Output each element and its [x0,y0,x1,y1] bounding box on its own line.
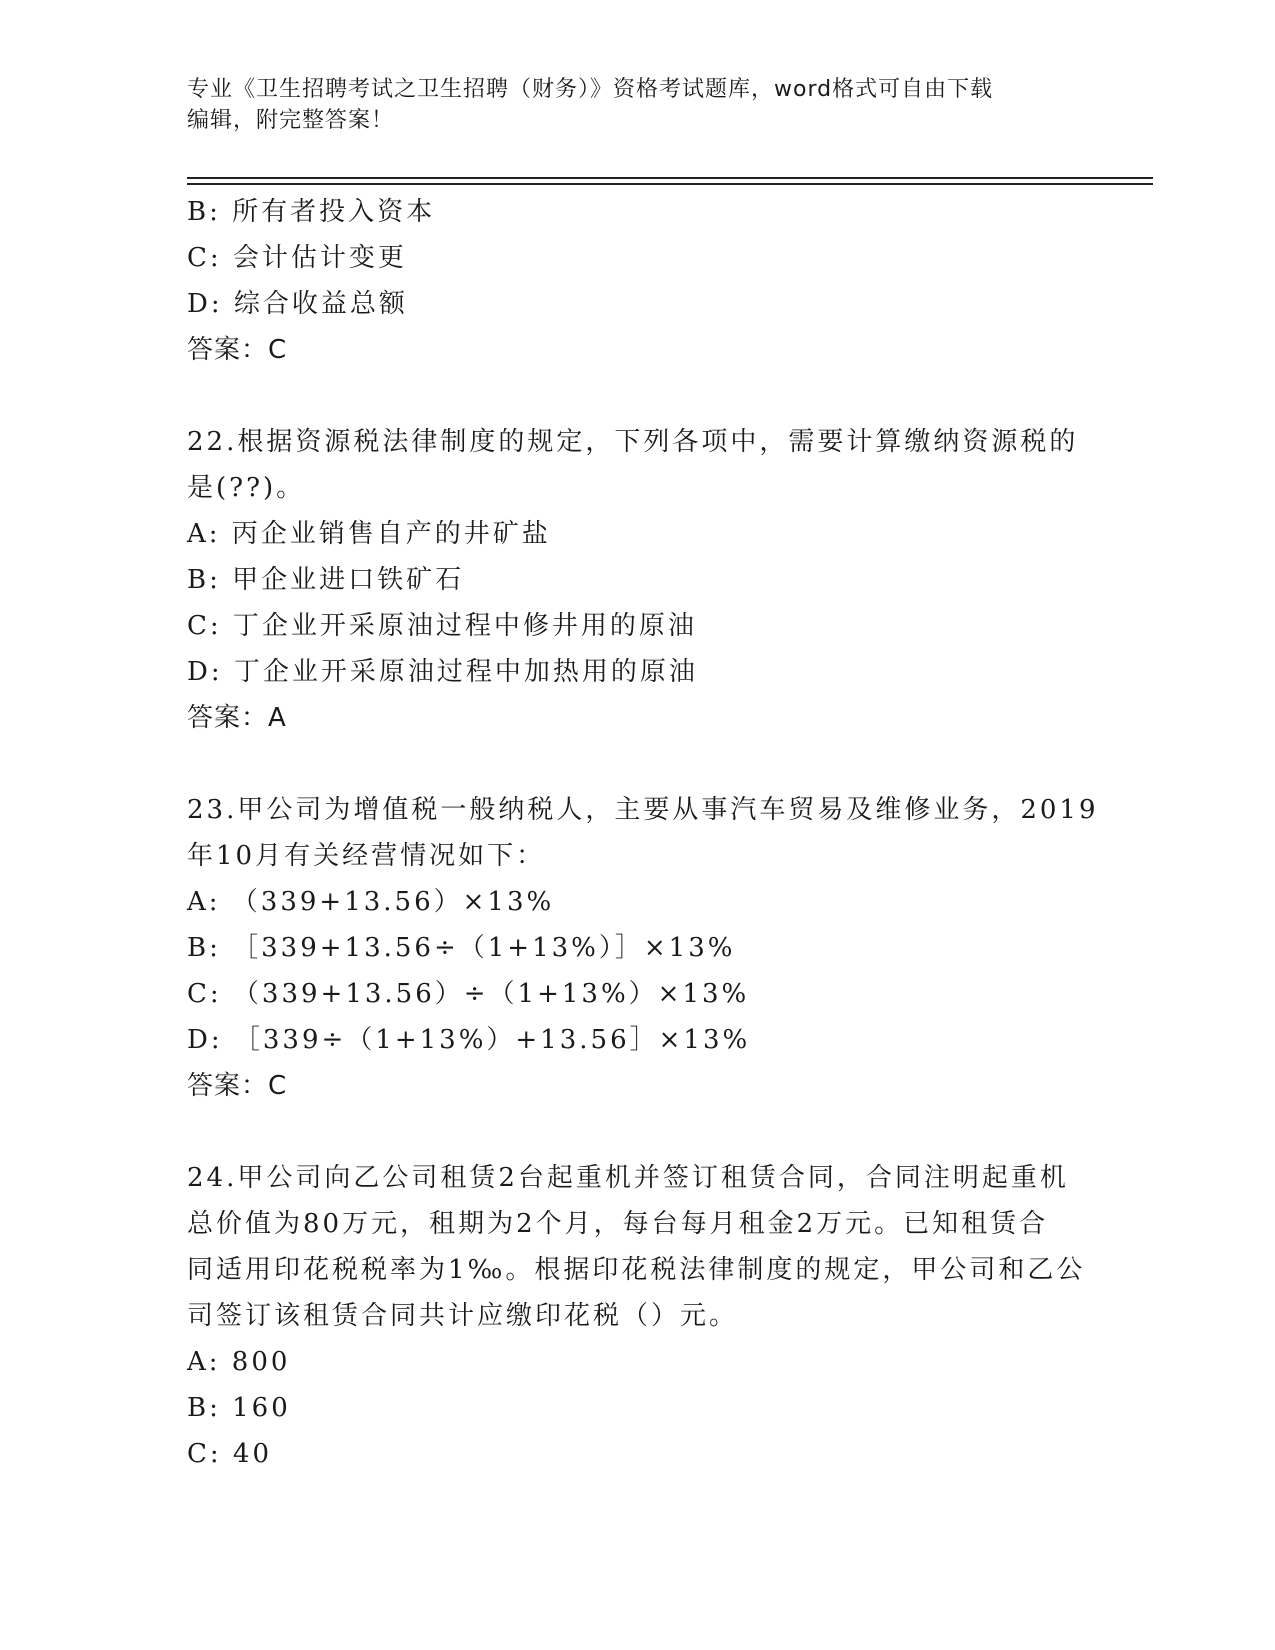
question-stem-line: 是(??)。 [187,473,306,503]
question-24 [187,1155,1087,1477]
question-stem-line: 年10月有关经营情况如下： [187,841,546,871]
spacer [187,1109,1087,1155]
question-stem-line: 总价值为80万元，租期为2个月，每台每月租金2万元。已知租赁合 [187,1209,1049,1239]
question-stem-line: 24.甲公司向乙公司租赁2台起重机并签订租赁合同，合同注明起重机 [187,1163,1069,1193]
option-a: A: 800 [187,1347,291,1377]
header-rule-top [187,177,1153,179]
option-b: B: 160 [187,1393,291,1423]
answer-line: 答案：C [187,335,288,365]
option-c: C: 丁企业开采原油过程中修井用的原油 [187,611,697,641]
question-list [187,189,1099,1477]
question-stem-line: 同适用印花税税率为1‰。根据印花税法律制度的规定，甲公司和乙公 [187,1255,1086,1285]
question-stem-line: 22.根据资源税法律制度的规定，下列各项中，需要计算缴纳资源税的 [187,427,1079,457]
question-stem-line: 司签订该租赁合同共计应缴印花税（）元。 [187,1301,739,1331]
spacer [187,741,1087,787]
header-line-1: 专业《卫生招聘考试之卫生招聘（财务）》资格考试题库，word格式可自由下载 [187,77,994,102]
option-c: C: 会计估计变更 [187,243,407,273]
question-22 [187,419,1087,741]
question-stem-line: 23.甲公司为增值税一般纳税人，主要从事汽车贸易及维修业务，2019 [187,795,1099,825]
option-b: B: ［339+13.56÷（1+13%）］×13% [187,933,736,963]
option-c: C: （339+13.56）÷（1+13%）×13% [187,979,750,1009]
document-header [187,74,1087,136]
answer-line: 答案：A [187,703,287,733]
option-d: D: 丁企业开采原油过程中加热用的原油 [187,657,698,687]
question-21 [187,189,1087,373]
question-23 [187,787,1099,1109]
option-b: B: 甲企业进口铁矿石 [187,565,465,595]
answer-line: 答案：C [187,1071,288,1101]
header-rule-bottom [187,183,1153,185]
option-a: A: 丙企业销售自产的井矿盐 [187,519,551,549]
header-line-2: 编辑，附完整答案！ [187,108,395,133]
option-d: D: ［339÷（1+13%）+13.56］×13% [187,1025,751,1055]
option-a: A: （339+13.56）×13% [187,887,555,917]
spacer [187,373,1087,419]
option-d: D: 综合收益总额 [187,289,408,319]
option-b: B: 所有者投入资本 [187,197,436,227]
option-c: C: 40 [187,1439,273,1469]
